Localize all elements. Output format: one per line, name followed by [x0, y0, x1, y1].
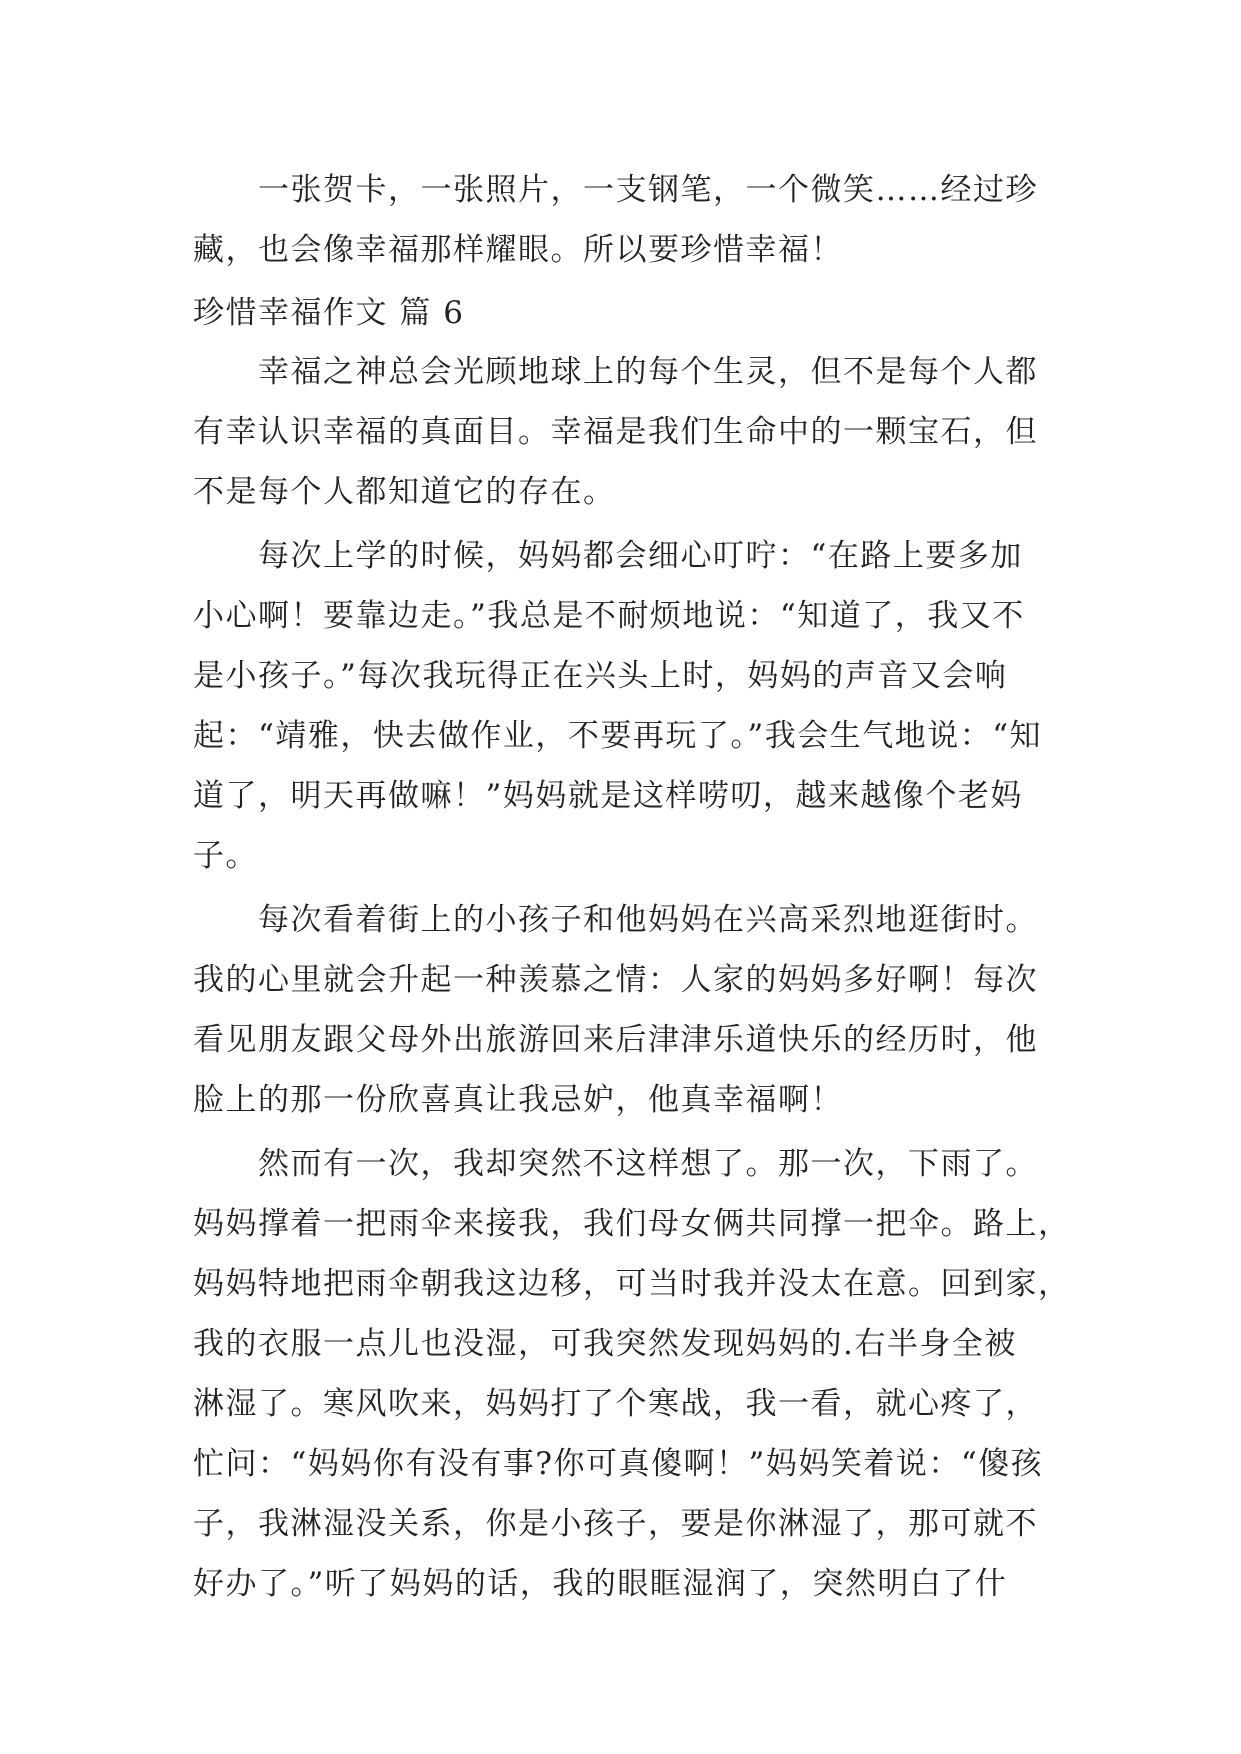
- paragraph: [193, 342, 1053, 522]
- text-line: 然而有一次，我却突然不这样想了。那一次，下雨了。: [258, 1146, 1038, 1182]
- text-line: 脸上的那一份欣喜真让我忌妒，他真幸福啊！: [193, 1082, 843, 1118]
- heading-text: 珍惜幸福作文 篇 6: [193, 295, 465, 331]
- paragraph: [193, 1134, 1071, 1614]
- text-line: 不是每个人都知道它的存在。: [193, 474, 616, 510]
- paragraph: [193, 890, 1053, 1130]
- text-line: 妈妈特地把雨伞朝我这边移，可当时我并没太在意。回到家，: [193, 1266, 1071, 1302]
- text-line: 每次看着街上的小孩子和他妈妈在兴高采烈地逛街时。: [258, 902, 1038, 938]
- text-line: 藏，也会像幸福那样耀眼。所以要珍惜幸福！: [193, 232, 843, 268]
- text-line: 每次上学的时候，妈妈都会细心叮咛：“在路上要多加: [258, 538, 1023, 574]
- text-line: 幸福之神总会光顾地球上的每个生灵，但不是每个人都: [258, 354, 1038, 390]
- document-body: [193, 160, 1071, 1618]
- text-line: 小心啊！要靠边走。”我总是不耐烦地说：“知道了，我又不: [193, 598, 1025, 634]
- text-line: 有幸认识幸福的真面目。幸福是我们生命中的一颗宝石，但: [193, 414, 1038, 450]
- text-line: 子。: [193, 838, 258, 874]
- text-line: 子，我淋湿没关系，你是小孩子，要是你淋湿了，那可就不: [193, 1506, 1038, 1542]
- text-line: 我的心里就会升起一种羡慕之情：人家的妈妈多好啊！每次: [193, 962, 1038, 998]
- text-line: 道了，明天再做嘛！”妈妈就是这样唠叨，越来越像个老妈: [193, 778, 1023, 814]
- section-heading: [193, 284, 1053, 342]
- text-line: 好办了。”听了妈妈的话，我的眼眶湿润了，突然明白了什: [193, 1566, 1008, 1602]
- text-line: 我的衣服一点儿也没湿，可我突然发现妈妈的.右半身全被: [193, 1326, 1017, 1362]
- text-line: 起：“靖雅，快去做作业，不要再玩了。”我会生气地说：“知: [193, 718, 1043, 754]
- paragraph-intro: [193, 160, 1053, 280]
- text-line: 妈妈撑着一把雨伞来接我，我们母女俩共同撑一把伞。路上，: [193, 1206, 1071, 1242]
- paragraph: [193, 526, 1053, 886]
- text-line: 是小孩子。”每次我玩得正在兴头上时，妈妈的声音又会响: [193, 658, 1008, 694]
- text-line: 一张贺卡，一张照片，一支钢笔，一个微笑……经过珍: [258, 172, 1038, 208]
- text-line: 淋湿了。寒风吹来，妈妈打了个寒战，我一看，就心疼了，: [193, 1386, 1038, 1422]
- text-line: 看见朋友跟父母外出旅游回来后津津乐道快乐的经历时，他: [193, 1022, 1038, 1058]
- text-line: 忙问：“妈妈你有没有事?你可真傻啊！”妈妈笑着说：“傻孩: [193, 1446, 1044, 1482]
